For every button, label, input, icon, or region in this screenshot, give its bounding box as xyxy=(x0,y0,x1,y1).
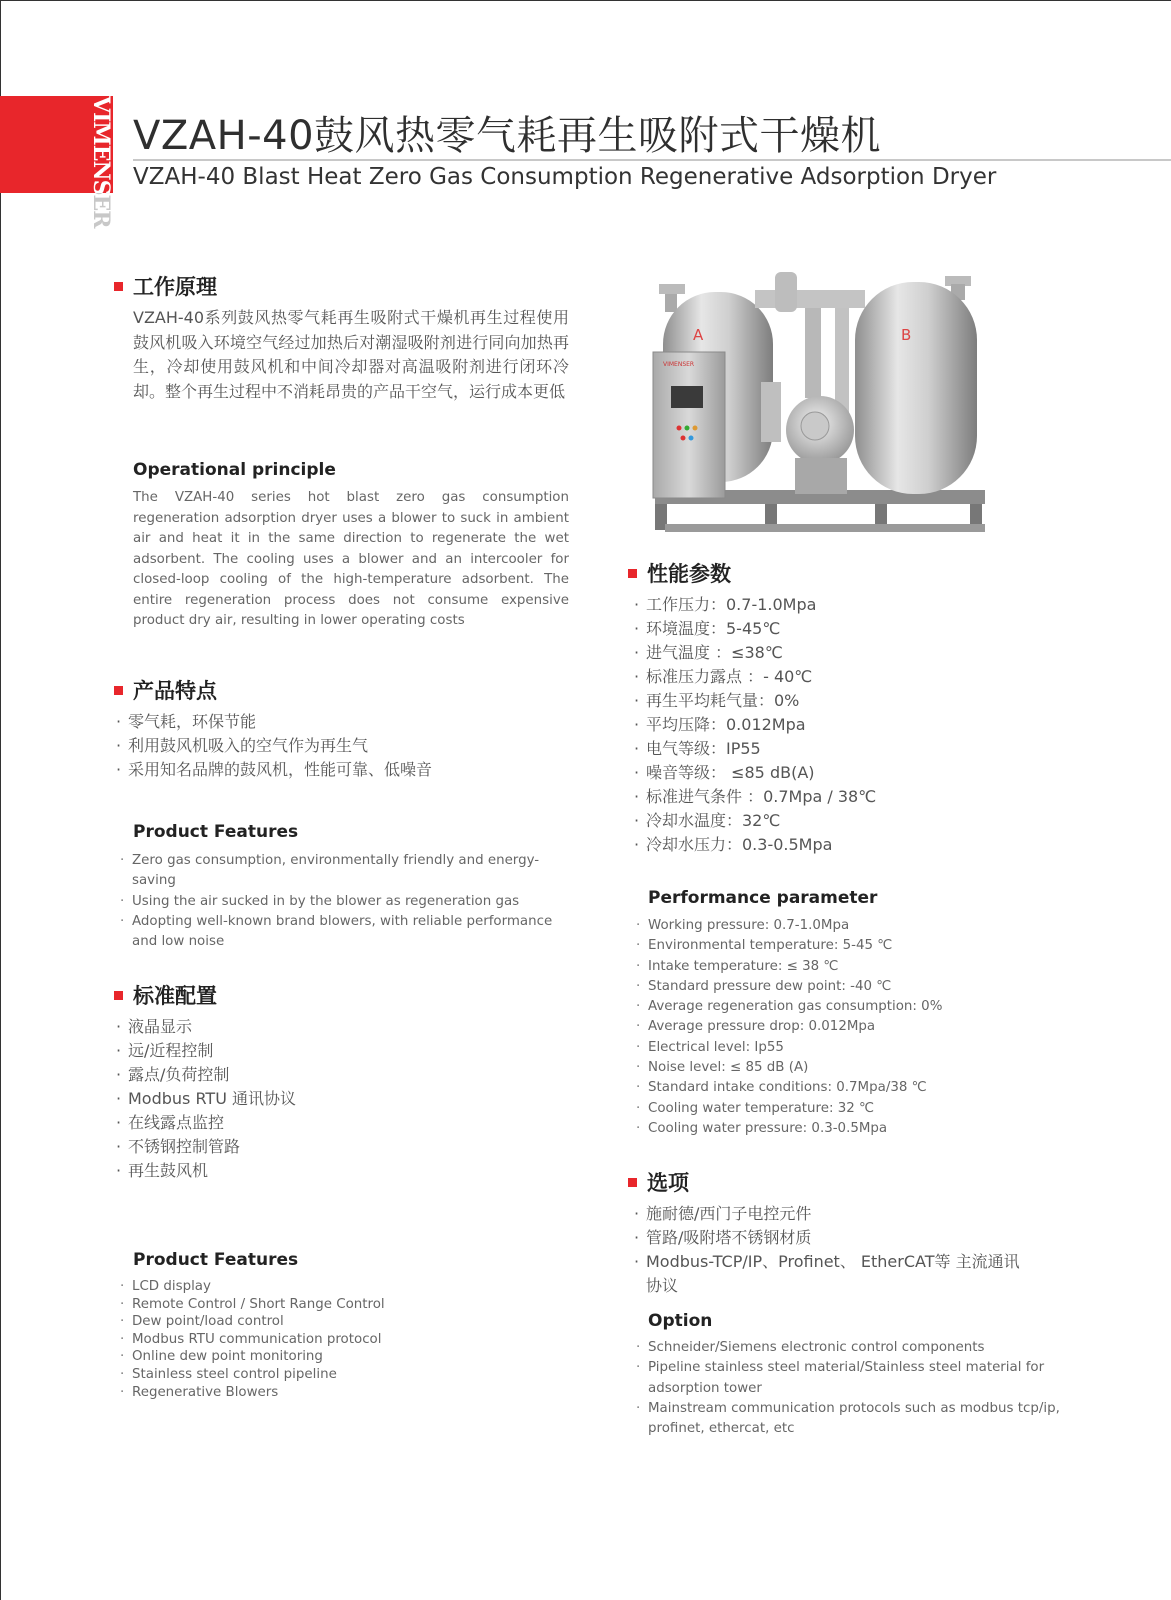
features-en-title-wrap xyxy=(133,822,569,842)
list-item: · 不锈钢控制管路 xyxy=(114,1135,569,1159)
config-title: 标准配置 xyxy=(133,984,217,1008)
options-section xyxy=(628,1167,1098,1298)
list-item: · 冷却水压力：0.3-0.5Mpa xyxy=(632,833,1098,857)
list-item: · Standard pressure dew point: -40 ℃ xyxy=(634,977,1094,997)
list-item: · 噪音等级： ≤85 dB(A) xyxy=(632,761,1098,785)
red-square-icon xyxy=(114,686,123,695)
config-heading xyxy=(114,980,569,1010)
list-item: · 平均压降：0.012Mpa xyxy=(632,713,1098,737)
page-border-top xyxy=(0,0,1171,1)
list-item: · 在线露点监控 xyxy=(114,1111,569,1135)
list-item: · Dew point/load control xyxy=(118,1313,569,1331)
list-item: · 再生平均耗气量：0% xyxy=(632,689,1098,713)
vessel-b-label: B xyxy=(901,326,912,344)
red-square-icon xyxy=(628,569,637,578)
performance-list-en xyxy=(634,916,1094,1139)
principle-title: 工作原理 xyxy=(133,275,217,299)
performance-title: 性能参数 xyxy=(647,562,731,586)
options-list-cn xyxy=(632,1202,1024,1298)
features-title-en: Product Features xyxy=(133,822,299,842)
list-item: · Adopting well-known brand blowers, with reliable performance and low noise xyxy=(118,912,569,953)
list-item: · 管路/吸附塔不锈钢材质 xyxy=(632,1226,1024,1250)
list-item: · Modbus RTU communication protocol xyxy=(118,1331,569,1349)
performance-section xyxy=(628,558,1098,857)
options-heading xyxy=(628,1167,1098,1197)
config-en-title-wrap xyxy=(133,1250,569,1270)
list-item: · Cooling water pressure: 0.3-0.5Mpa xyxy=(634,1119,1094,1139)
list-item: · 冷却水温度：32℃ xyxy=(632,809,1098,833)
list-item: · 电气等级：IP55 xyxy=(632,737,1098,761)
list-item: · 再生鼓风机 xyxy=(114,1159,569,1183)
list-item: · 进气温度 ：≤38℃ xyxy=(632,641,1098,665)
features-heading xyxy=(114,675,569,705)
options-title-en: Option xyxy=(648,1311,713,1331)
performance-heading xyxy=(628,558,1098,588)
options-en-section xyxy=(634,1338,1094,1439)
list-item: · Zero gas consumption, environmentally friendly and energy-saving xyxy=(118,851,569,892)
list-item: · 环境温度：5-45℃ xyxy=(632,617,1098,641)
list-item: · 零气耗，环保节能 xyxy=(114,710,569,734)
options-list-en xyxy=(634,1338,1094,1439)
features-title: 产品特点 xyxy=(133,679,217,703)
list-item: · 采用知名品牌的鼓风机，性能可靠、低噪音 xyxy=(114,758,569,782)
list-item: · Standard intake conditions: 0.7Mpa/38 ℃ xyxy=(634,1078,1094,1098)
config-en-section xyxy=(118,1278,569,1401)
blower xyxy=(786,396,854,494)
performance-en-title-wrap xyxy=(648,888,1088,908)
list-item: · 施耐德/西门子电控元件 xyxy=(632,1202,1024,1226)
list-item: · Schneider/Siemens electronic control components xyxy=(634,1338,1094,1358)
red-square-icon xyxy=(628,1178,637,1187)
page-title-cn: VZAH-40鼓风热零气耗再生吸附式干燥机 xyxy=(133,113,882,159)
config-list-en xyxy=(118,1278,569,1401)
list-item: · Environmental temperature: 5-45 ℃ xyxy=(634,936,1094,956)
list-item: · Remote Control / Short Range Control xyxy=(118,1296,569,1314)
list-item: · 标准压力露点 ：- 40℃ xyxy=(632,665,1098,689)
list-item: · 利用鼓风机吸入的空气作为再生气 xyxy=(114,734,569,758)
red-square-icon xyxy=(114,991,123,1000)
principle-en-section xyxy=(133,457,569,632)
list-item: · Electrical level: Ip55 xyxy=(634,1038,1094,1058)
list-item: · 远/近程控制 xyxy=(114,1039,569,1063)
config-title-en: Product Features xyxy=(133,1250,299,1270)
list-item: · Noise level: ≤ 85 dB (A) xyxy=(634,1058,1094,1078)
title-divider xyxy=(133,159,1171,161)
cabinet-logo: VIMENSER xyxy=(663,361,695,368)
features-section xyxy=(114,675,569,782)
list-item: · 标准进气条件 ：0.7Mpa / 38℃ xyxy=(632,785,1098,809)
page-border-left xyxy=(0,0,1,1600)
performance-en-section xyxy=(634,916,1094,1139)
list-item: · Working pressure: 0.7-1.0Mpa xyxy=(634,916,1094,936)
red-square-icon xyxy=(114,282,123,291)
list-item: · Stainless steel control pipeline xyxy=(118,1366,569,1384)
list-item: · 液晶显示 xyxy=(114,1015,569,1039)
control-cabinet xyxy=(653,352,725,498)
list-item: · Intake temperature: ≤ 38 ℃ xyxy=(634,957,1094,977)
list-item: · 工作压力：0.7-1.0Mpa xyxy=(632,593,1098,617)
performance-title-en: Performance parameter xyxy=(648,888,878,908)
list-item: · Cooling water temperature: 32 ℃ xyxy=(634,1099,1094,1119)
features-list-cn xyxy=(114,710,569,782)
list-item: · Modbus RTU 通讯协议 xyxy=(114,1087,569,1111)
list-item: · Mainstream communication protocols such as modbus tcp/ip, profinet, ethercat, etc xyxy=(634,1399,1094,1440)
principle-title-en: Operational principle xyxy=(133,460,336,480)
list-item: · Average regeneration gas consumption: 0% xyxy=(634,997,1094,1017)
dryer-machine-image xyxy=(645,262,1000,540)
config-list-cn xyxy=(114,1015,569,1183)
vessel-b xyxy=(855,276,977,494)
list-item: · Average pressure drop: 0.012Mpa xyxy=(634,1017,1094,1037)
list-item: · Online dew point monitoring xyxy=(118,1348,569,1366)
list-item: · Regenerative Blowers xyxy=(118,1384,569,1402)
list-item: · Pipeline stainless steel material/Stainless steel material for adsorption tower xyxy=(634,1358,1094,1399)
options-title: 选项 xyxy=(647,1171,689,1195)
features-en-section xyxy=(118,851,569,952)
list-item: · Modbus-TCP/IP、Profinet、 EtherCAT等 主流通讯协议 xyxy=(632,1250,1024,1298)
brand-logo-text: VIMENSER xyxy=(86,96,116,248)
options-en-title-wrap xyxy=(648,1311,1088,1331)
principle-text-en: The VZAH-40 series hot blast zero gas consumption regeneration adsorption dryer uses a blower to suck in ambient air and heat it in the same direction to regenerate the wet adsorbent. The cooling uses a blower and an intercooler for closed-loop cooling of the high-temperature adsorbent. The entire regeneration process does not consume expensive product dry air, resulting in lower operating costs xyxy=(133,490,569,628)
principle-text-cn: VZAH-40系列鼓风热零气耗再生吸附式干燥机再生过程使用鼓风机吸入环境空气经过加热后对潮湿吸附剂进行同向加热再生，冷却使用鼓风机和中间冷却器对高温吸附剂进行闭环冷却。整个再生过程中不消耗昂贵的产品干空气，运行成本更低 xyxy=(133,308,569,401)
vessel-a-label: A xyxy=(693,326,704,344)
config-section xyxy=(114,980,569,1183)
page-title-en: VZAH-40 Blast Heat Zero Gas Consumption Regenerative Adsorption Dryer xyxy=(133,164,997,190)
list-item: · Using the air sucked in by the blower as regeneration gas xyxy=(118,892,569,912)
list-item: · LCD display xyxy=(118,1278,569,1296)
list-item: · 露点/负荷控制 xyxy=(114,1063,569,1087)
principle-section xyxy=(114,271,569,404)
features-list-en xyxy=(118,851,569,952)
principle-heading xyxy=(114,271,569,301)
performance-list-cn xyxy=(632,593,1098,857)
